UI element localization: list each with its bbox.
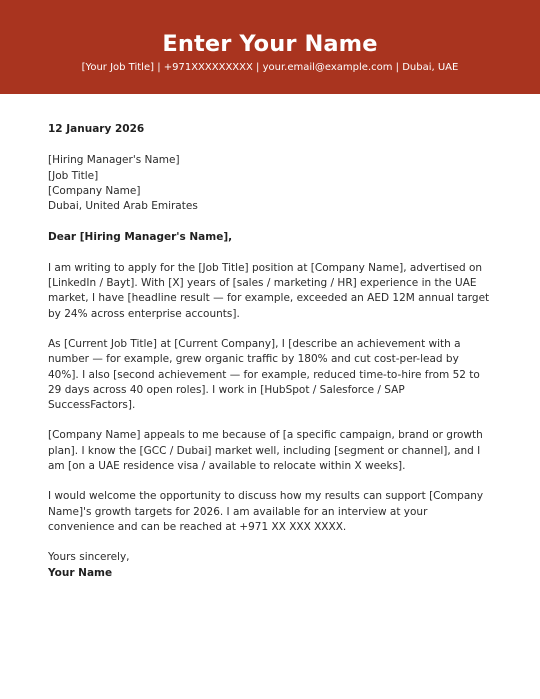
salutation: Dear [Hiring Manager's Name], (48, 231, 233, 244)
recipient-manager: [Hiring Manager's Name] (48, 154, 180, 167)
recipient-location: Dubai, United Arab Emirates (48, 200, 198, 213)
recipient-job-title: [Job Title] (48, 169, 99, 182)
paragraph-achievements: As [Current Job Title] at [Current Company], I [describe an achievement with a number — for example, grew organic traffic by 180% and cut cost-per-lead by 40%]. I also [second achievement — for example, reduced time-to-hire from 52 to 29 days across 40 open roles]. I work in [HubSpot / Salesforce / SAP SuccessFactors]. (48, 337, 480, 412)
paragraph-closing: I would welcome the opportunity to discuss how my results can support [Company Name]'s growth targets for 2026. I am available for an interview at your convenience and can be reached at +971 XX XXX XXXX. (48, 490, 484, 533)
letter-date: 12 January 2026 (48, 123, 145, 135)
recipient-block (48, 153, 492, 214)
paragraph-motivation: [Company Name] appeals to me because of [a specific campaign, brand or growth plan]. I know the [GCC / Dubai] market well, including [segment or channel], and I am [on a UAE residence visa / available to relocate within X weeks]. (48, 429, 483, 473)
contact-line: [Your Job Title] | +971XXXXXXXXX | your.email@example.com | Dubai, UAE (81, 62, 459, 73)
paragraph-intro: I am writing to apply for the [Job Title] position at [Company Name], advertised on [LinkedIn / Bayt]. With [X] years of [sales / marketing / HR] experience in the UAE market, I have [headline result — for example, exceeded an AED 12M annual target by 24% across enterprise accounts]. (48, 261, 490, 320)
recipient-company: [Company Name] (48, 184, 141, 197)
closing-phrase: Yours sincerely, (48, 551, 130, 564)
letter-body (48, 122, 492, 581)
applicant-name: Enter Your Name (162, 31, 378, 57)
closing-block (48, 550, 492, 581)
header-banner (0, 0, 540, 94)
signature-name: Your Name (48, 566, 113, 579)
